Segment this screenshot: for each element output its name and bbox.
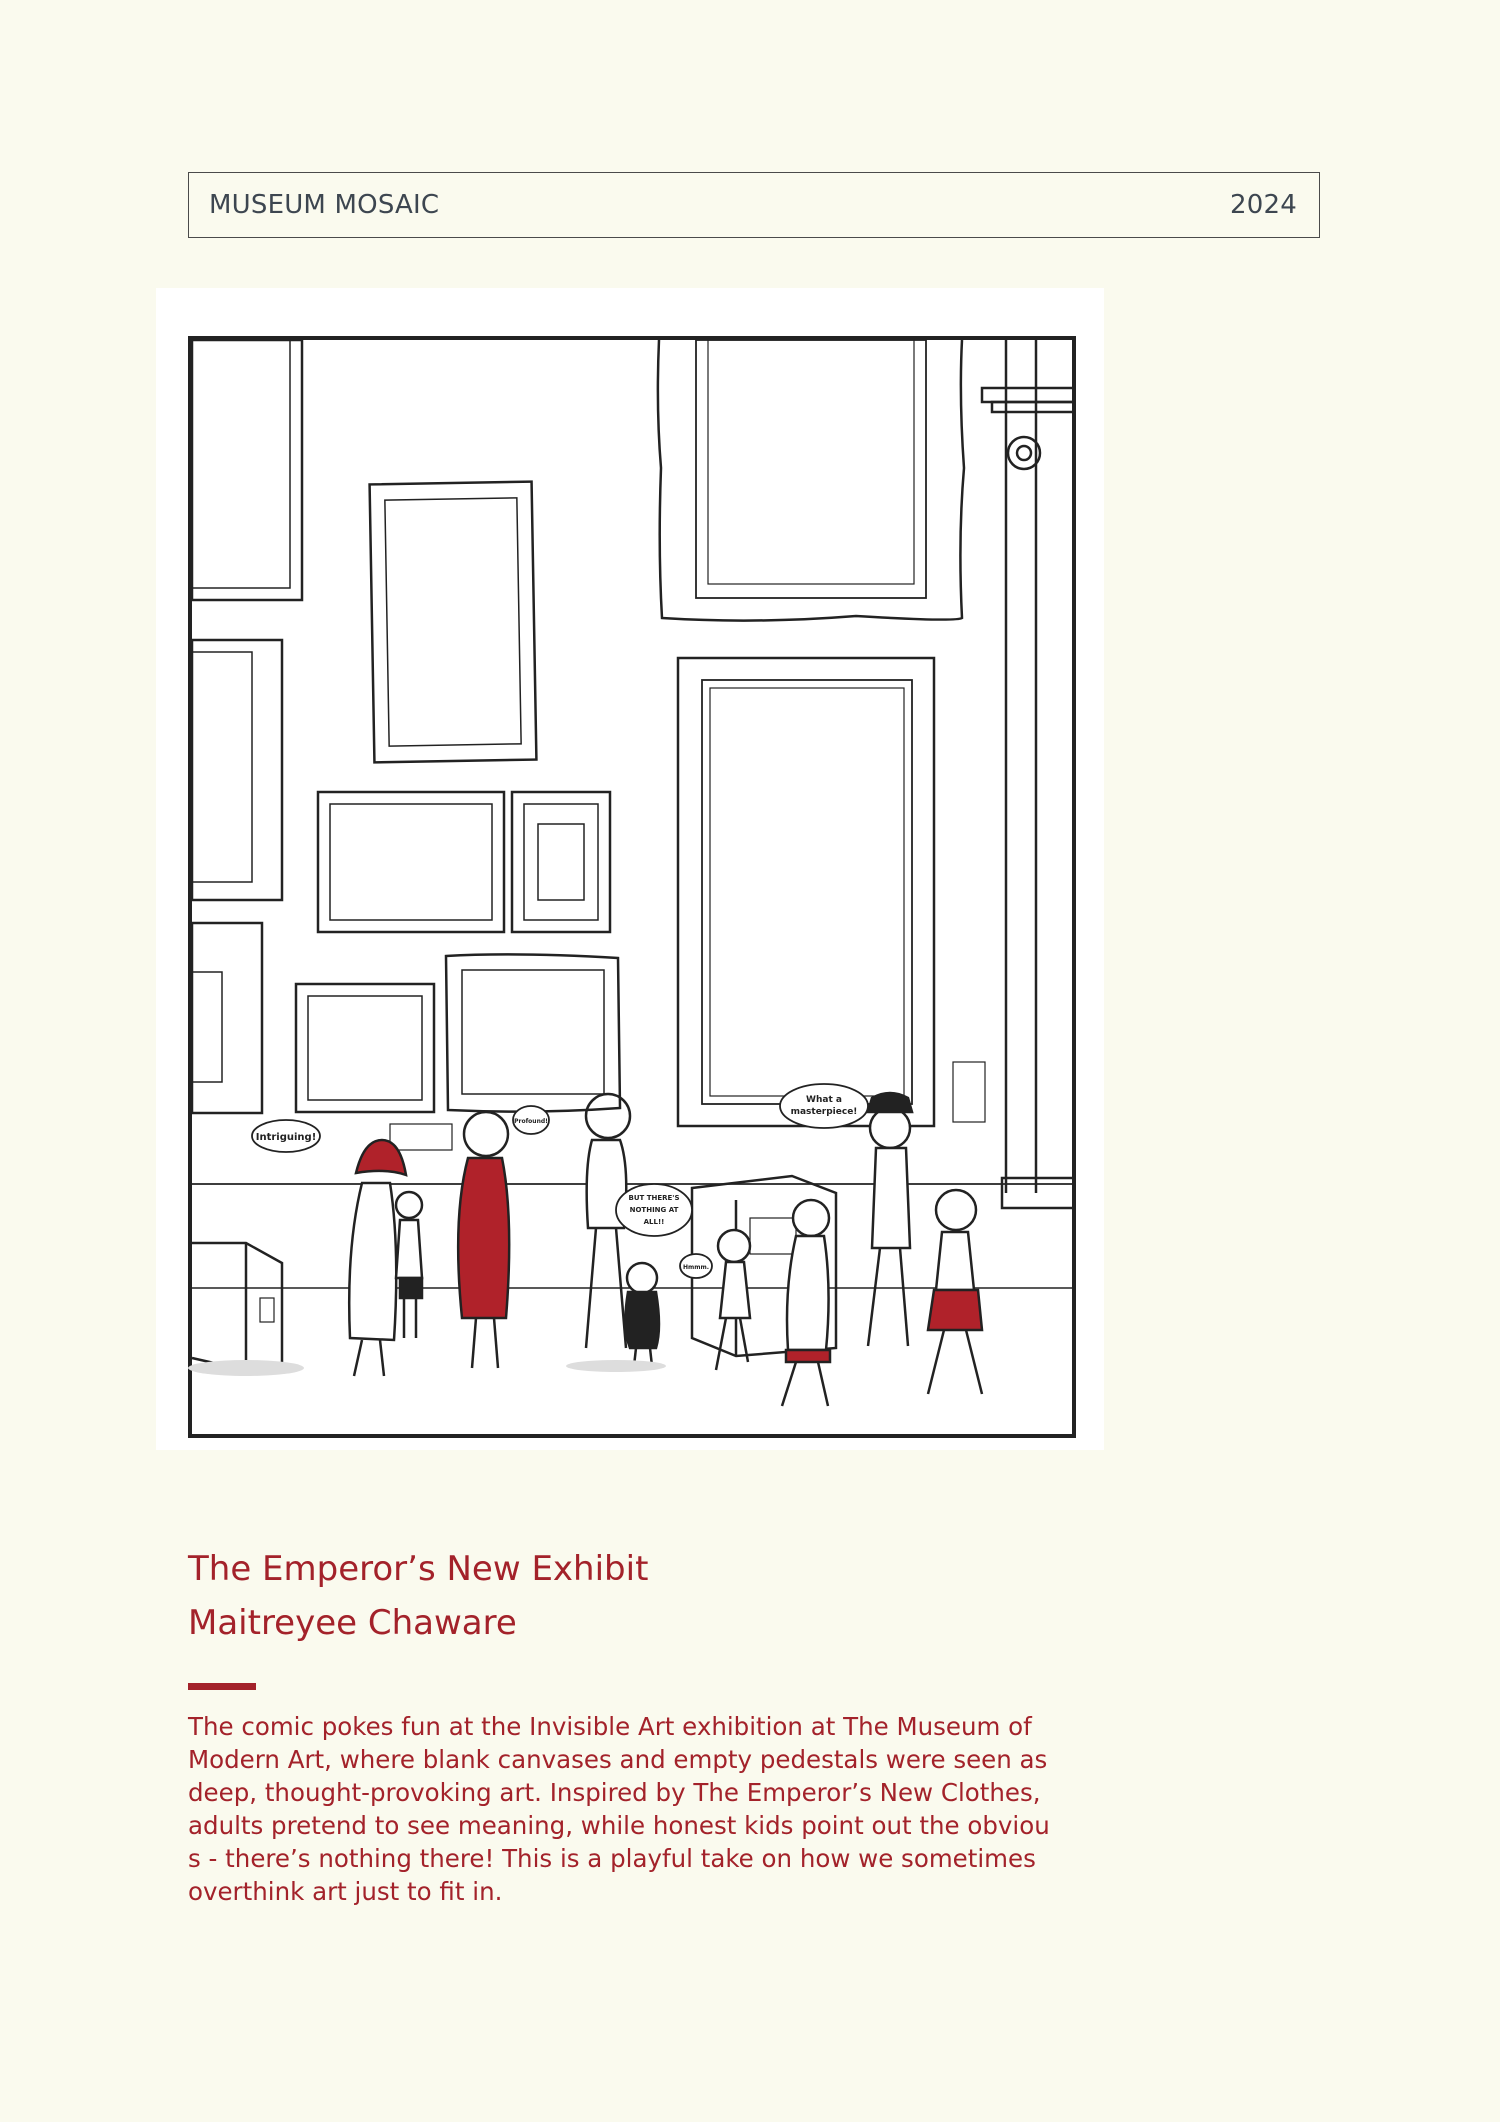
article-title: The Emperor’s New Exhibit: [188, 1549, 649, 1589]
publication-year: 2024: [1230, 190, 1297, 220]
accent-divider: [188, 1683, 256, 1690]
bubble-hmm: Hmmm.: [682, 1264, 710, 1271]
publication-name: MUSEUM MOSAIC: [209, 190, 440, 220]
bubble-nothing-line-3: ALL!!: [643, 1218, 665, 1226]
comic-illustration: [156, 288, 1104, 1450]
bubble-nothing-line-2: NOTHING AT: [629, 1206, 679, 1214]
bubble-nothing-line-1: BUT THERE'S: [628, 1194, 680, 1202]
article-body: The comic pokes fun at the Invisible Art exhibition at The Museum of Modern Art, where blank canvases and empty pedestals were seen as deep, thought-provoking art. Inspired by The Emperor’s New Clothes, adults pretend to see meaning, while honest kids point out the obvious - there’s nothing there! This is a playful take on how we sometimes overthink art just to fit in.: [188, 1712, 1050, 1906]
bubble-profound: Profound!: [514, 1118, 548, 1125]
bubble-masterpiece-line-2: masterpiece!: [790, 1107, 858, 1117]
article-author: Maitreyee Chaware: [188, 1603, 517, 1643]
bubble-masterpiece-line-1: What a: [806, 1095, 842, 1105]
magazine-header: [188, 172, 1320, 238]
bubble-intriguing: Intriguing!: [255, 1132, 317, 1143]
